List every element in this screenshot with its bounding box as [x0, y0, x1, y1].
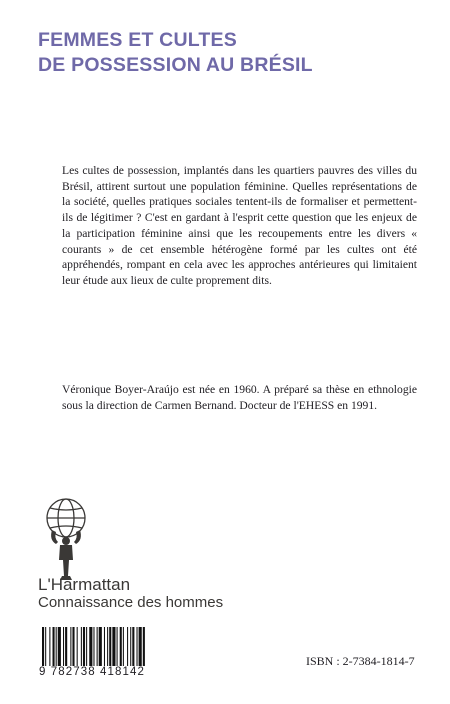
- book-title: [38, 28, 428, 78]
- barcode: [36, 627, 184, 677]
- publisher-block: [38, 575, 223, 612]
- book-title-line-1: FEMMES ET CULTES: [38, 29, 237, 51]
- atlas-globe-logo-icon: [36, 496, 94, 582]
- publisher-name: L'Harmattan: [38, 575, 131, 594]
- collection-name: Connaissance des hommes: [38, 594, 224, 611]
- isbn-number: ISBN : 2-7384-1814-7: [306, 654, 415, 668]
- book-title-line-2: DE POSSESSION AU BRÉSIL: [38, 54, 313, 76]
- barcode-digits: 9 782738 418142: [39, 666, 146, 678]
- author-biography: Véronique Boyer-Araújo est née en 1960. A préparé sa thèse en ethnologie sous la direction de Carmen Bernand. Docteur de l'EHESS en 1991.: [62, 383, 417, 412]
- back-cover-summary: Les cultes de possession, implantés dans les quartiers pauvres des villes du Brésil, attirent surtout une population féminine. Quelles représentations de la société, quelles pratiques sociales tentent-ils de formaliser et permettent-ils de légitimer ? C'est en gardant à l'esprit cette question que les enjeux de la participation féminine ainsi que les recoupements entre les divers « courants » de cet ensemble hétérogène formé par les cultes ont été appréhendés, rompant en cela avec les approches antérieures qui limitaient leur étude aux lieux de culte proprement dits.: [62, 164, 417, 287]
